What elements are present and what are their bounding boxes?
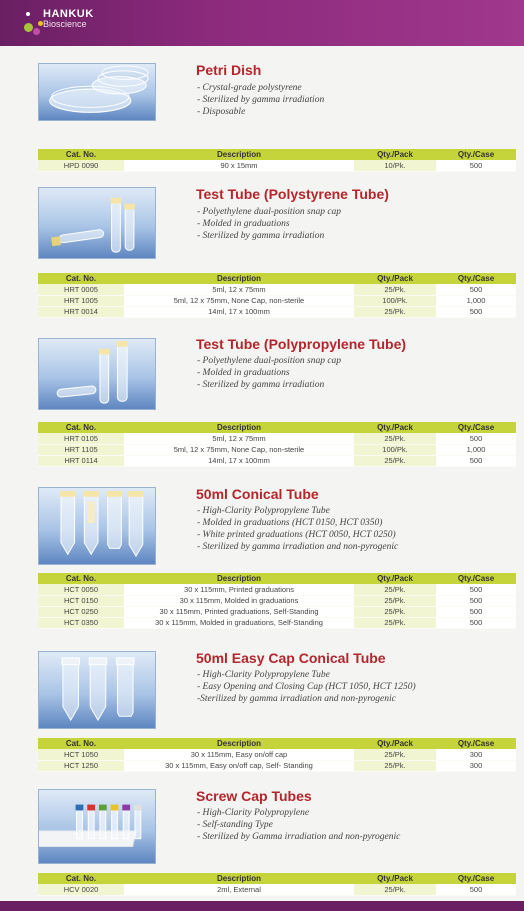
feature-list bbox=[197, 355, 341, 391]
col-desc-header: Description bbox=[124, 273, 354, 284]
cat-no: HCT 1050 bbox=[38, 749, 124, 760]
col-desc-header: Description bbox=[124, 573, 354, 584]
feature-item: - Easy Opening and Closing Cap (HCT 1050, HCT 1250) bbox=[197, 682, 416, 692]
qty-case: 500 bbox=[436, 617, 516, 628]
footer-bar bbox=[0, 901, 524, 911]
table-row bbox=[38, 306, 516, 317]
qty-case: 300 bbox=[436, 749, 516, 760]
feature-item: -Sterilized by gamma irradiation and non-pyrogenic bbox=[197, 694, 396, 704]
qty-case: 500 bbox=[436, 584, 516, 595]
col-case-header: Qty./Case bbox=[436, 273, 516, 284]
col-cat-header: Cat. No. bbox=[38, 149, 124, 160]
feature-list bbox=[197, 807, 400, 843]
col-case-header: Qty./Case bbox=[436, 149, 516, 160]
col-desc-header: Description bbox=[124, 149, 354, 160]
product-table bbox=[38, 149, 516, 172]
description: 14ml, 17 x 100mm bbox=[124, 455, 354, 466]
product-title: Screw Cap Tubes bbox=[196, 788, 312, 804]
description: 30 x 115mm, Easy on/off cap bbox=[124, 749, 354, 760]
cat-no: HRT 0014 bbox=[38, 306, 124, 317]
qty-pack: 25/Pk. bbox=[354, 455, 436, 466]
col-case-header: Qty./Case bbox=[436, 573, 516, 584]
cat-no: HCT 0250 bbox=[38, 606, 124, 617]
col-cat-header: Cat. No. bbox=[38, 273, 124, 284]
product-table bbox=[38, 738, 516, 772]
feature-item: - Sterilized by gamma irradiation bbox=[197, 95, 325, 105]
table-row bbox=[38, 433, 516, 444]
test-tube-ps-photo bbox=[38, 187, 156, 259]
feature-list bbox=[197, 669, 416, 705]
product-title: Petri Dish bbox=[196, 62, 262, 78]
feature-item: - High-Clarity Polypropylene Tube bbox=[197, 670, 330, 680]
qty-pack: 100/Pk. bbox=[354, 295, 436, 306]
qty-case: 500 bbox=[436, 160, 516, 171]
feature-item: - White printed graduations (HCT 0050, HCT 0250) bbox=[197, 530, 396, 540]
table-row bbox=[38, 444, 516, 455]
petri-dish-photo bbox=[38, 63, 156, 121]
table-header bbox=[38, 273, 516, 284]
col-desc-header: Description bbox=[124, 738, 354, 749]
table-header bbox=[38, 573, 516, 584]
table-row bbox=[38, 295, 516, 306]
col-desc-header: Description bbox=[124, 422, 354, 433]
table-row bbox=[38, 284, 516, 295]
table-row bbox=[38, 617, 516, 628]
qty-case: 500 bbox=[436, 455, 516, 466]
feature-item: - Polyethylene dual-position snap cap bbox=[197, 356, 342, 366]
screw-cap-tube-photo bbox=[38, 789, 156, 864]
cat-no: HCT 0050 bbox=[38, 584, 124, 595]
table-row bbox=[38, 160, 516, 171]
feature-item: - Sterilized by gamma irradiation and non-pyrogenic bbox=[197, 542, 399, 552]
col-cat-header: Cat. No. bbox=[38, 873, 124, 884]
feature-item: - Sterilized by gamma irradiation bbox=[197, 380, 325, 390]
product-table bbox=[38, 873, 516, 896]
header-bar bbox=[0, 0, 524, 46]
qty-case: 500 bbox=[436, 884, 516, 895]
cat-no: HRT 0105 bbox=[38, 433, 124, 444]
qty-pack: 25/Pk. bbox=[354, 584, 436, 595]
table-row bbox=[38, 455, 516, 466]
col-qty-header: Qty./Pack bbox=[354, 738, 436, 749]
product-title: 50ml Conical Tube bbox=[196, 486, 319, 502]
description: 90 x 15mm bbox=[124, 160, 354, 171]
description: 30 x 115mm, Molded in graduations bbox=[124, 595, 354, 606]
product-table bbox=[38, 573, 516, 629]
qty-case: 500 bbox=[436, 606, 516, 617]
qty-pack: 25/Pk. bbox=[354, 749, 436, 760]
table-row bbox=[38, 884, 516, 895]
logo-dots-icon bbox=[24, 10, 44, 38]
qty-case: 500 bbox=[436, 433, 516, 444]
qty-pack: 25/Pk. bbox=[354, 606, 436, 617]
table-row bbox=[38, 749, 516, 760]
col-cat-header: Cat. No. bbox=[38, 573, 124, 584]
description: 5ml, 12 x 75mm, None Cap, non-sterile bbox=[124, 295, 354, 306]
qty-case: 500 bbox=[436, 595, 516, 606]
col-case-header: Qty./Case bbox=[436, 738, 516, 749]
qty-pack: 25/Pk. bbox=[354, 284, 436, 295]
product-title: 50ml Easy Cap Conical Tube bbox=[196, 650, 386, 666]
table-header bbox=[38, 422, 516, 433]
brand-subtitle: Bioscience bbox=[43, 19, 87, 29]
product-table bbox=[38, 422, 516, 467]
easy-cap-tube-photo bbox=[38, 651, 156, 729]
product-title: Test Tube (Polypropylene Tube) bbox=[196, 336, 407, 352]
feature-item: - Sterilized by Gamma irradiation and non-pyrogenic bbox=[197, 832, 401, 842]
feature-item: - High-Clarity Polypropylene bbox=[197, 808, 310, 818]
col-case-header: Qty./Case bbox=[436, 422, 516, 433]
qty-pack: 25/Pk. bbox=[354, 306, 436, 317]
cat-no: HRT 1005 bbox=[38, 295, 124, 306]
conical-tube-photo bbox=[38, 487, 156, 565]
product-table bbox=[38, 273, 516, 318]
qty-case: 1,000 bbox=[436, 444, 516, 455]
feature-item: - Disposable bbox=[197, 107, 246, 117]
cat-no: HPD 0090 bbox=[38, 160, 124, 171]
col-qty-header: Qty./Pack bbox=[354, 573, 436, 584]
cat-no: HRT 1105 bbox=[38, 444, 124, 455]
description: 30 x 115mm, Printed graduations, Self-Standing bbox=[124, 606, 354, 617]
cat-no: HCT 0350 bbox=[38, 617, 124, 628]
table-header bbox=[38, 873, 516, 884]
qty-pack: 100/Pk. bbox=[354, 444, 436, 455]
cat-no: HCV 0020 bbox=[38, 884, 124, 895]
col-qty-header: Qty./Pack bbox=[354, 149, 436, 160]
feature-list bbox=[197, 505, 398, 553]
table-row bbox=[38, 606, 516, 617]
qty-pack: 25/Pk. bbox=[354, 433, 436, 444]
col-case-header: Qty./Case bbox=[436, 873, 516, 884]
description: 14ml, 17 x 100mm bbox=[124, 306, 354, 317]
description: 5ml, 12 x 75mm bbox=[124, 433, 354, 444]
qty-pack: 25/Pk. bbox=[354, 884, 436, 895]
qty-case: 300 bbox=[436, 760, 516, 771]
description: 30 x 115mm, Molded in graduations, Self-Standing bbox=[124, 617, 354, 628]
qty-case: 500 bbox=[436, 284, 516, 295]
qty-case: 500 bbox=[436, 306, 516, 317]
feature-item: - High-Clarity Polypropylene Tube bbox=[197, 506, 330, 516]
feature-item: - Molded in graduations (HCT 0150, HCT 0350) bbox=[197, 518, 383, 528]
cat-no: HCT 0150 bbox=[38, 595, 124, 606]
description: 5ml, 12 x 75mm, None Cap, non-sterile bbox=[124, 444, 354, 455]
qty-pack: 25/Pk. bbox=[354, 617, 436, 628]
table-header bbox=[38, 149, 516, 160]
feature-item: - Molded in graduations bbox=[197, 219, 290, 229]
description: 30 x 115mm, Easy on/off cap, Self- Standing bbox=[124, 760, 354, 771]
brand-name: HANKUK bbox=[43, 8, 94, 20]
product-title: Test Tube (Polystyrene Tube) bbox=[196, 186, 389, 202]
col-desc-header: Description bbox=[124, 873, 354, 884]
qty-case: 1,000 bbox=[436, 295, 516, 306]
col-qty-header: Qty./Pack bbox=[354, 873, 436, 884]
qty-pack: 25/Pk. bbox=[354, 760, 436, 771]
table-header bbox=[38, 738, 516, 749]
feature-item: - Crystal-grade polystyrene bbox=[197, 83, 302, 93]
feature-item: - Self-standing Type bbox=[197, 820, 273, 830]
qty-pack: 25/Pk. bbox=[354, 595, 436, 606]
feature-item: - Molded in graduations bbox=[197, 368, 290, 378]
test-tube-pp-photo bbox=[38, 338, 156, 410]
description: 2ml, External bbox=[124, 884, 354, 895]
feature-item: - Polyethylene dual-position snap cap bbox=[197, 207, 342, 217]
feature-list bbox=[197, 206, 341, 242]
qty-pack: 10/Pk. bbox=[354, 160, 436, 171]
cat-no: HRT 0114 bbox=[38, 455, 124, 466]
table-row bbox=[38, 595, 516, 606]
description: 30 x 115mm, Printed graduations bbox=[124, 584, 354, 595]
cat-no: HCT 1250 bbox=[38, 760, 124, 771]
feature-item: - Sterilized by gamma irradiation bbox=[197, 231, 325, 241]
table-row bbox=[38, 760, 516, 771]
cat-no: HRT 0005 bbox=[38, 284, 124, 295]
col-qty-header: Qty./Pack bbox=[354, 273, 436, 284]
col-cat-header: Cat. No. bbox=[38, 738, 124, 749]
feature-list bbox=[197, 82, 324, 118]
col-qty-header: Qty./Pack bbox=[354, 422, 436, 433]
table-row bbox=[38, 584, 516, 595]
col-cat-header: Cat. No. bbox=[38, 422, 124, 433]
description: 5ml, 12 x 75mm bbox=[124, 284, 354, 295]
